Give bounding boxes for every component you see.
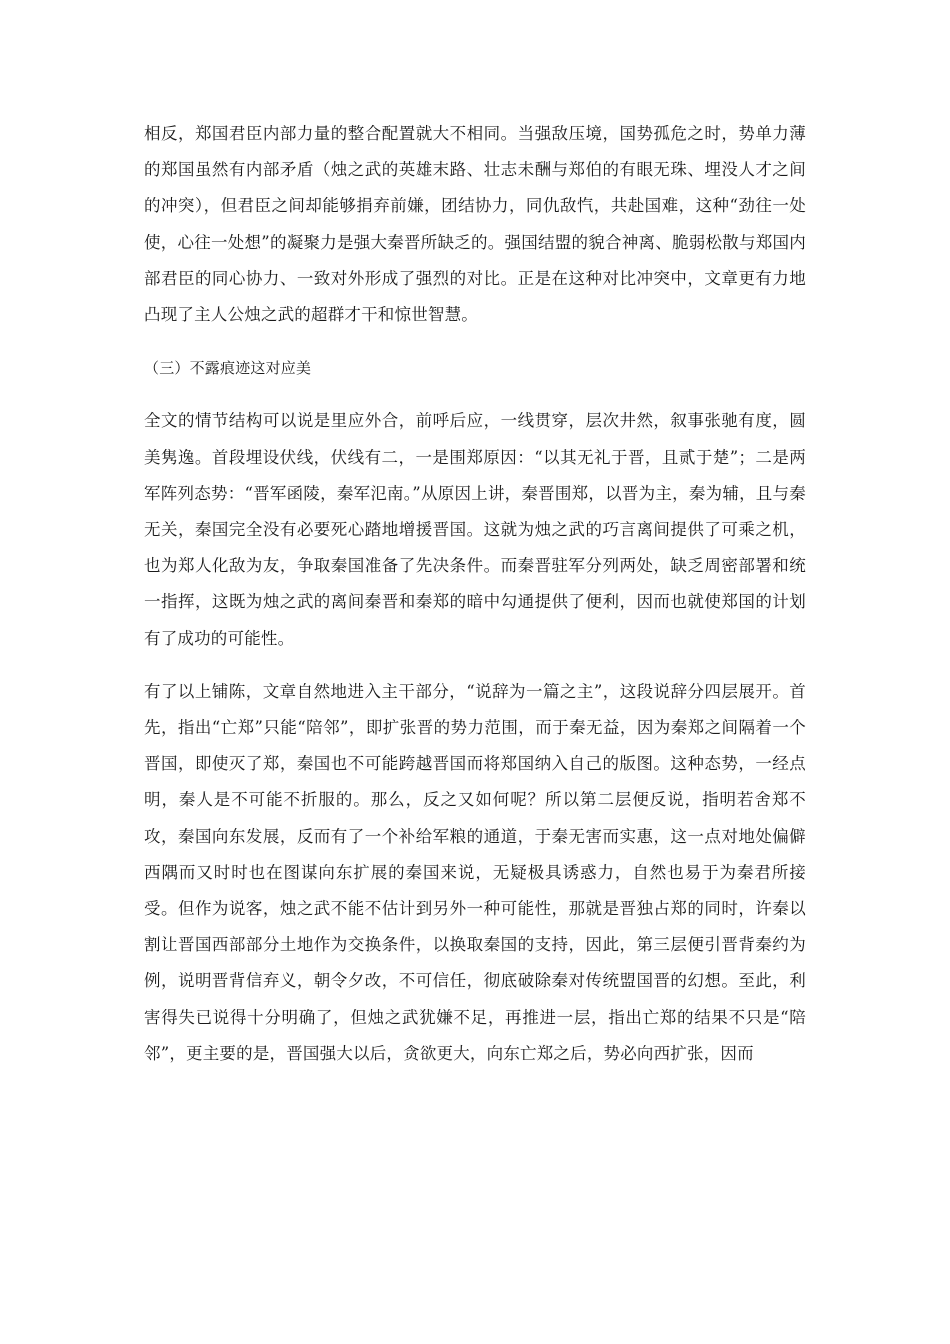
paragraph-speech: 有了以上铺陈，文章自然地进入主干部分，“说辞为一篇之主”，这段说辞分四层展开。首先，指出“亡郑”只能“陪邻”，即扩张晋的势力范围，而于秦无益，因为秦郑之间隔着一个晋国，即使灭了郑，秦国也不可能跨越晋国而将郑国纳入自己的版图。这种态势，一经点明，秦人是不可能不折服的。那么，反之又如何呢？所以第二层便反说，指明若舍郑不攻，秦国向东发展，反而有了一个补给军粮的通道，于秦无害而实惠，这一点对地处偏僻西隅而又时时也在图谋向东扩展的秦国来说，无疑极具诱惑力，自然也易于为秦君所接受。但作为说客，烛之武不能不估计到另外一种可能性，那就是晋独占郑的同时，许秦以割让晋国西部部分土地作为交换条件，以换取秦国的支持，因此，第三层便引晋背秦约为例，说明晋背信弃义，朝令夕改，不可信任，彻底破除秦对传统盟国晋的幻想。至此，利害得失已说得十分明确了，但烛之武犹嫌不足，再推进一层，指出亡郑的结果不只是“陪邻”，更主要的是，晋国强大以后，贪欲更大，向东亡郑之后，势必向西扩张，因而 (144, 681, 806, 1063)
paragraph-structure: 全文的情节结构可以说是里应外合，前呼后应，一线贯穿，层次井然，叙事张驰有度，圆美隽逸。首段埋设伏线，伏线有二，一是围郑原因：“以其无礼于晋，且贰于楚”；二是两军阵列态势：“晋军函陵，秦军氾南。”从原因上讲，秦晋围郑，以晋为主，秦为辅，且与秦无关，秦国完全没有必要死心踏地增援晋国。这就为烛之武的巧言离间提供了可乘之机，也为郑人化敌为友，争取秦国准备了先决条件。而秦晋驻军分列两处，缺乏周密部署和统一指挥，这既为烛之武的离间秦晋和秦郑的暗中勾通提供了便利，因而也就使郑国的计划有了成功的可能性。 (144, 411, 806, 648)
document-page (144, 116, 806, 1089)
paragraph-zheng-unity: 相反，郑国君臣内部力量的整合配置就大不相同。当强敌压境，国势孤危之时，势单力薄的郑国虽然有内部矛盾（烛之武的英雄末路、壮志未酬与郑伯的有眼无珠、埋没人才之间的冲突），但君臣之间却能够捐弃前嫌，团结协力，同仇敌忾，共赴国难，这种“劲往一处使，心往一处想”的凝聚力是强大秦晋所缺乏的。强国结盟的貌合神离、脆弱松散与郑国内部君臣的同心协力、一致对外形成了强烈的对比。正是在这种对比冲突中，文章更有力地凸现了主人公烛之武的超群才干和惊世智慧。 (144, 124, 806, 325)
section-heading: （三）不露痕迹这对应美 (144, 359, 312, 378)
